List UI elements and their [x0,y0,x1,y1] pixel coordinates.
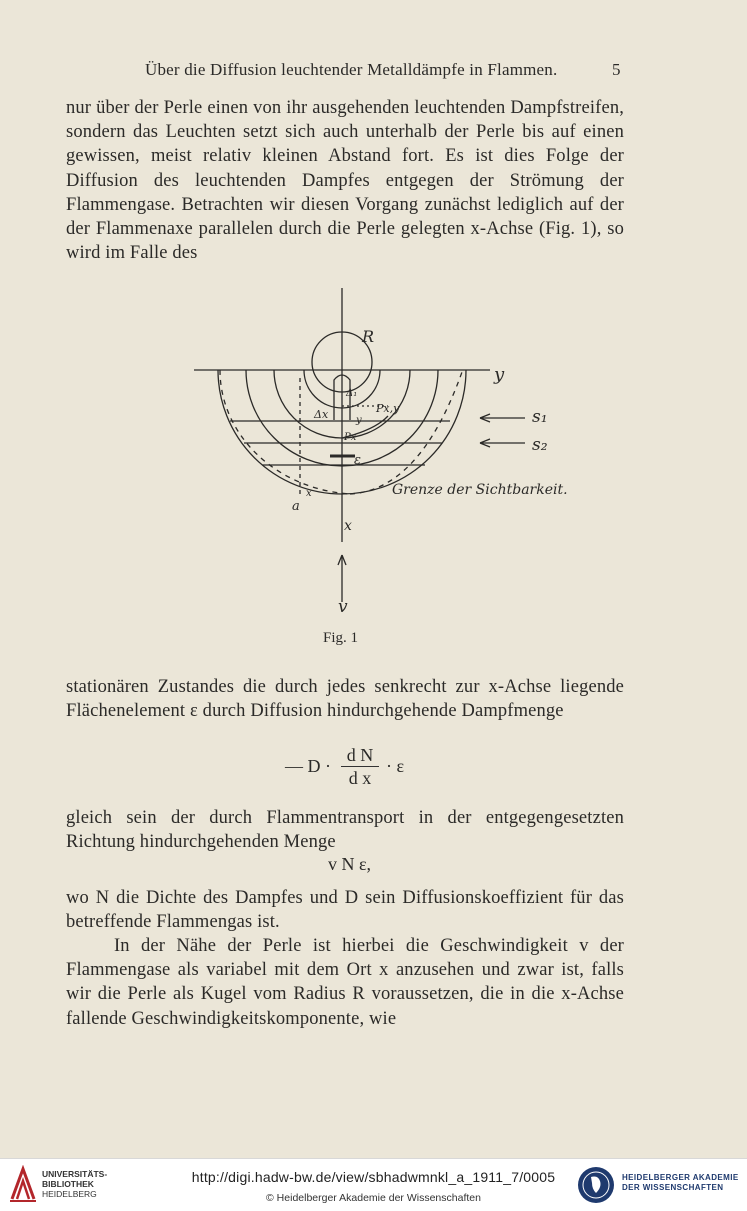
paragraph-4: wo N die Dichte des Dampfes und D sein Diffusionskoeffizient für das betreffende Flammengas ist. [66,888,624,933]
label-delta-1: Δ₁ [346,388,358,399]
paragraph-2: stationären Zustandes die durch jedes senkrecht zur x-Achse liegende Flächenelement ε durch Diffusion hindurchgehende Dampfmenge [66,677,624,722]
academy-seal-icon[interactable] [576,1165,616,1205]
paragraph-1: nur über der Perle einen von ihr ausgehenden leuchtenden Dampfstreifen, sondern das Leuchten setzt sich auch unterhalb der Perle bis auf einen gewissen, meist relativ kleinen Abstand fort. Es ist dies Folge der Diffusion des leuchtenden Dampfes entgegen der Strömung der Flammengase. Betrachten wir diesen Vorgang zunächst lediglich auf der der Flammenaxe parallelen durch die Perle gelegten x-Achse (Fig. 1), so wird im Falle des [66,98,624,264]
label-delta-x: Δx [314,408,329,421]
formula-1-right: · ε [386,756,405,776]
paragraph-5: In der Nähe der Perle ist hierbei die Geschwindigkeit v der Flammengase als variabel mit dem Ort x anzusehen und zwar ist, falls wir die Perle als Kugel vom Radius R voraussetzen, die in die x-Achse fallende Geschwindigkeitskomponente, wie [66,936,624,1029]
figure-1-diagram [180,280,610,620]
label-x-axis: x [344,518,352,534]
label-s2: s₂ [532,435,548,455]
fraction-denominator: d x [348,768,372,788]
fraction-numerator: d N [346,745,374,765]
university-library-name: UNIVERSITÄTS- BIBLIOTHEK HEIDELBERG [42,1169,108,1199]
label-x-small: x [306,488,312,499]
label-v: v [338,597,348,617]
label-epsilon: ε [354,453,361,468]
label-y-small: y [356,415,362,426]
page-url-link[interactable]: http://digi.hadw-bw.de/view/sbhadwmnkl_a_1911_7/0005 [191,1169,556,1185]
label-px: Px [344,432,357,443]
running-head: Über die Diffusion leuchtender Metalldämpfe in Flammen. [145,60,558,79]
viewer-footer [0,1158,747,1211]
label-R: R [362,327,375,346]
label-boundary: Grenze der Sichtbarkeit. [392,482,568,498]
page-number: 5 [612,60,621,79]
label-pxy: Px,y [376,402,400,415]
paragraph-3: gleich sein der durch Flammentransport in der entgegengesetzten Richtung hindurchgehenden Menge [66,808,624,853]
label-s1: s₁ [532,407,548,427]
figure-caption: Fig. 1 [323,630,359,646]
label-y: y [494,364,505,385]
academy-name: HEIDELBERGER AKADEMIE DER WISSENSCHAFTEN [622,1173,739,1192]
boundary-left [220,370,350,494]
label-a: a [292,499,300,514]
formula-2: v N ε, [328,854,372,874]
formula-1-left: — D · [285,756,331,776]
copyright-notice: © Heidelberger Akademie der Wissenschaften [266,1192,481,1204]
formula-1-fraction [340,744,380,789]
